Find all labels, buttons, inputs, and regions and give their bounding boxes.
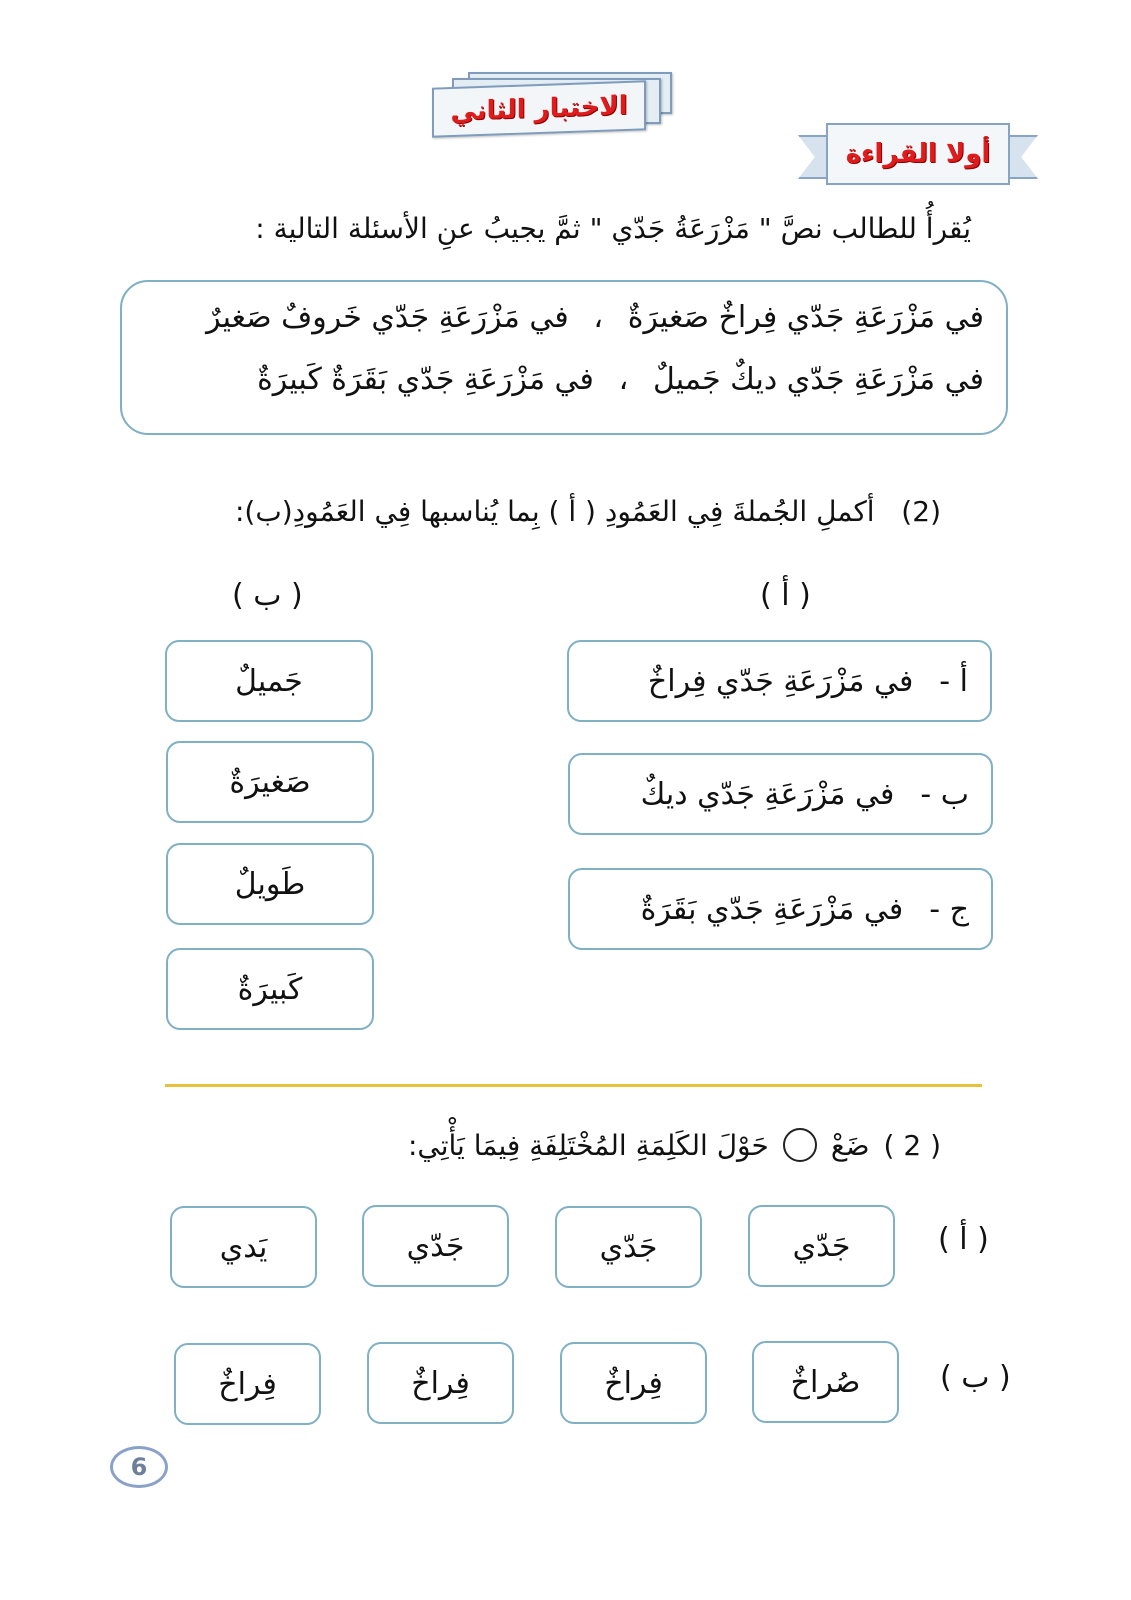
question-prompt: حَوْلَ الكَلِمَةِ المُخْتَلِفَةِ فِيمَا يَأْتِي: xyxy=(407,1128,769,1162)
word-text: يَدي xyxy=(219,1229,268,1265)
item-text: صَغيرَةٌ xyxy=(229,764,311,800)
matching-question xyxy=(235,495,941,528)
page-number: 6 xyxy=(110,1446,168,1488)
passage-line-1-part-2: في مَزْرَعَةِ جَدّي خَروفٌ صَغيرٌ xyxy=(206,300,569,335)
passage-line-2-part-1: في مَزْرَعَةِ جَدّي ديكٌ جَميلٌ xyxy=(652,362,984,397)
passage-line-2 xyxy=(257,362,984,397)
item-text: في مَزْرَعَةِ جَدّي فِراخٌ xyxy=(647,663,914,699)
passage-line-1-part-1: في مَزْرَعَةِ جَدّي فِراخٌ صَغيرَةٌ xyxy=(627,300,984,335)
question-number: ( 2 ) xyxy=(883,1128,941,1162)
passage-box xyxy=(120,280,1008,435)
question-number: (2) xyxy=(901,495,941,528)
word-text: جَدّي xyxy=(792,1228,851,1264)
banner-front-sheet xyxy=(432,80,646,137)
row-a-word-2[interactable] xyxy=(555,1206,702,1288)
item-letter: ج - xyxy=(929,891,969,927)
row-b-word-2[interactable] xyxy=(560,1342,707,1424)
item-letter: ب - xyxy=(920,776,969,812)
item-text: طَويلٌ xyxy=(234,866,306,902)
item-letter: أ - xyxy=(939,663,968,699)
test-title-banner xyxy=(430,70,675,135)
column-a-item-3[interactable] xyxy=(568,868,993,950)
row-a-label: ( أ ) xyxy=(938,1222,989,1257)
passage-line-1 xyxy=(206,300,984,335)
test-title: الاختبار الثاني xyxy=(450,90,628,128)
circle-icon xyxy=(783,1128,817,1162)
word-text: فِراخٌ xyxy=(604,1365,663,1401)
section-ribbon xyxy=(798,123,1038,185)
row-b-word-1[interactable] xyxy=(752,1341,899,1423)
item-text: جَميلٌ xyxy=(235,663,303,699)
row-a-word-4[interactable] xyxy=(170,1206,317,1288)
ribbon-body xyxy=(826,123,1010,185)
item-text: في مَزْرَعَةِ جَدّي بَقَرَةٌ xyxy=(640,891,904,927)
row-b-word-4[interactable] xyxy=(174,1343,321,1425)
word-text: صُراخٌ xyxy=(790,1364,861,1400)
word-text: فِراخٌ xyxy=(411,1365,470,1401)
item-text: كَبيرَةٌ xyxy=(237,971,303,1007)
column-a-header: ( أ ) xyxy=(760,578,811,613)
word-text: جَدّي xyxy=(406,1228,465,1264)
reading-instruction: يُقرأُ للطالب نصَّ " مَزْرَعَةُ جَدّي " ثمَّ يجيبُ عنِ الأسئلة التالية : xyxy=(255,212,971,245)
row-a-word-1[interactable] xyxy=(748,1205,895,1287)
item-text: في مَزْرَعَةِ جَدّي ديكٌ xyxy=(640,776,895,812)
row-a-word-3[interactable] xyxy=(362,1205,509,1287)
column-b-item-4[interactable] xyxy=(166,948,374,1030)
column-b-item-2[interactable] xyxy=(166,741,374,823)
question-prompt: أكملِ الجُملةَ فِي العَمُودِ ( أ ) بِما يُناسبها فِي العَمُودِ(ب): xyxy=(235,495,875,528)
question-verb: ضَعْ xyxy=(830,1128,870,1162)
section-title: أولا القراءة xyxy=(845,139,991,169)
column-a-item-1[interactable] xyxy=(567,640,992,722)
column-a-item-2[interactable] xyxy=(568,753,993,835)
word-text: جَدّي xyxy=(599,1229,658,1265)
row-b-label: ( ب ) xyxy=(940,1360,1011,1395)
word-text: فِراخٌ xyxy=(218,1366,277,1402)
passage-separator: ، xyxy=(593,300,604,335)
column-b-item-3[interactable] xyxy=(166,843,374,925)
row-b-word-3[interactable] xyxy=(367,1342,514,1424)
column-b-item-1[interactable] xyxy=(165,640,373,722)
section-divider xyxy=(165,1084,982,1087)
odd-word-question xyxy=(408,1128,941,1162)
passage-line-2-part-2: في مَزْرَعَةِ جَدّي بَقَرَةٌ كَبيرَةٌ xyxy=(257,362,594,397)
passage-separator: ، xyxy=(618,362,629,397)
column-b-header: ( ب ) xyxy=(232,578,303,613)
